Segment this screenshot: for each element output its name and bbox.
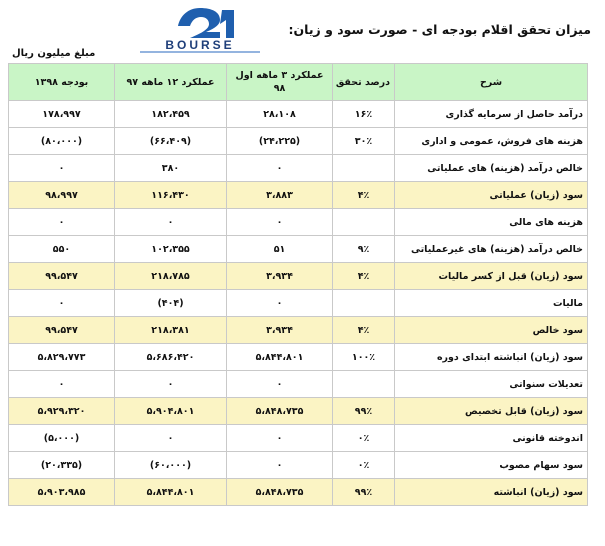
cell-perf12: (۴۰۴) bbox=[115, 290, 227, 317]
cell-perf12: ۰ bbox=[115, 371, 227, 398]
cell-desc: هزینه های فروش، عمومی و اداری bbox=[395, 128, 588, 155]
cell-budget: ۵۵۰ bbox=[9, 236, 115, 263]
report-title: میزان تحقق اقلام بودجه ای - صورت سود و زیان: bbox=[288, 22, 591, 37]
cell-budget: ۰ bbox=[9, 155, 115, 182]
table-row bbox=[9, 182, 588, 209]
cell-pct: ۱۶٪ bbox=[333, 101, 395, 128]
svg-text:BOURSE: BOURSE bbox=[165, 38, 235, 52]
cell-pct bbox=[333, 155, 395, 182]
cell-pct: ۹۹٪ bbox=[333, 479, 395, 506]
table-header-row bbox=[9, 64, 588, 101]
cell-perf3: ۳،۹۳۴ bbox=[227, 263, 333, 290]
cell-desc: سود (زیان) قابل تخصیص bbox=[395, 398, 588, 425]
cell-budget: ۵،۹۲۹،۳۲۰ bbox=[9, 398, 115, 425]
cell-budget: ۹۸،۹۹۷ bbox=[9, 182, 115, 209]
cell-budget: ۰ bbox=[9, 290, 115, 317]
table-row bbox=[9, 452, 588, 479]
cell-perf3: ۰ bbox=[227, 452, 333, 479]
logo-graphic bbox=[130, 6, 270, 54]
cell-perf3: ۰ bbox=[227, 290, 333, 317]
cell-budget: (۸۰،۰۰۰) bbox=[9, 128, 115, 155]
table-row bbox=[9, 425, 588, 452]
cell-budget: ۹۹،۵۴۷ bbox=[9, 317, 115, 344]
cell-perf3: ۵،۸۴۸،۷۳۵ bbox=[227, 479, 333, 506]
col-perf12-header: عملکرد ۱۲ ماهه ۹۷ bbox=[115, 64, 227, 101]
cell-pct: ۹٪ bbox=[333, 236, 395, 263]
cell-desc: سود (زیان) قبل از کسر مالیات bbox=[395, 263, 588, 290]
cell-perf12: ۲۱۸،۳۸۱ bbox=[115, 317, 227, 344]
budget-realization-table bbox=[8, 63, 588, 506]
table-row bbox=[9, 209, 588, 236]
cell-pct: ۳۰٪ bbox=[333, 128, 395, 155]
cell-desc: هزینه های مالی bbox=[395, 209, 588, 236]
cell-perf12: ۰ bbox=[115, 209, 227, 236]
table-row bbox=[9, 317, 588, 344]
cell-perf12: ۰ bbox=[115, 425, 227, 452]
table-row bbox=[9, 155, 588, 182]
cell-budget: ۵،۹۰۳،۹۸۵ bbox=[9, 479, 115, 506]
cell-pct: ۴٪ bbox=[333, 263, 395, 290]
table-row bbox=[9, 236, 588, 263]
table-row bbox=[9, 398, 588, 425]
cell-budget: ۵،۸۲۹،۷۷۳ bbox=[9, 344, 115, 371]
unit-label: مبلغ میلیون ریال bbox=[12, 48, 96, 59]
bourse24-logo bbox=[130, 6, 270, 54]
cell-perf12: ۱۰۲،۳۵۵ bbox=[115, 236, 227, 263]
table-row bbox=[9, 263, 588, 290]
cell-desc: سود (زیان) عملیاتی bbox=[395, 182, 588, 209]
cell-pct: ۴٪ bbox=[333, 317, 395, 344]
cell-perf3: ۲۸،۱۰۸ bbox=[227, 101, 333, 128]
cell-perf12: (۶۶،۴۰۹) bbox=[115, 128, 227, 155]
cell-pct: ۰٪ bbox=[333, 452, 395, 479]
cell-desc: درآمد حاصل از سرمایه گذاری bbox=[395, 101, 588, 128]
cell-perf12: ۲۱۸،۷۸۵ bbox=[115, 263, 227, 290]
table-row bbox=[9, 101, 588, 128]
cell-desc: اندوخته قانونی bbox=[395, 425, 588, 452]
col-budget-header: بودجه ۱۳۹۸ bbox=[9, 64, 115, 101]
cell-budget: ۱۷۸،۹۹۷ bbox=[9, 101, 115, 128]
cell-perf12: ۵،۸۴۴،۸۰۱ bbox=[115, 479, 227, 506]
cell-perf3: ۵،۸۴۴،۸۰۱ bbox=[227, 344, 333, 371]
cell-perf3: ۵۱ bbox=[227, 236, 333, 263]
cell-budget: (۵،۰۰۰) bbox=[9, 425, 115, 452]
col-desc-header: شرح bbox=[395, 64, 588, 101]
cell-budget: (۲۰،۳۳۵) bbox=[9, 452, 115, 479]
cell-desc: خالص درآمد (هزینه) های غیرعملیاتی bbox=[395, 236, 588, 263]
cell-perf12: (۶۰،۰۰۰) bbox=[115, 452, 227, 479]
cell-perf3: (۲۴،۲۲۵) bbox=[227, 128, 333, 155]
cell-desc: تعدیلات سنواتی bbox=[395, 371, 588, 398]
cell-pct: ۰٪ bbox=[333, 425, 395, 452]
cell-pct: ۴٪ bbox=[333, 182, 395, 209]
col-pct-header: درصد تحقق bbox=[333, 64, 395, 101]
cell-budget: ۰ bbox=[9, 371, 115, 398]
table-row bbox=[9, 371, 588, 398]
cell-desc: سود (زیان) انباشته ابتدای دوره bbox=[395, 344, 588, 371]
table-row bbox=[9, 344, 588, 371]
cell-perf12: ۵،۹۰۴،۸۰۱ bbox=[115, 398, 227, 425]
col-perf3-header: عملکرد ۳ ماهه اول ۹۸ bbox=[227, 64, 333, 101]
cell-perf12: ۳۸۰ bbox=[115, 155, 227, 182]
cell-desc: سود خالص bbox=[395, 317, 588, 344]
cell-budget: ۹۹،۵۴۷ bbox=[9, 263, 115, 290]
cell-desc: سود (زیان) انباشته bbox=[395, 479, 588, 506]
cell-perf3: ۰ bbox=[227, 209, 333, 236]
table-row bbox=[9, 290, 588, 317]
cell-desc: خالص درآمد (هزینه) های عملیاتی bbox=[395, 155, 588, 182]
cell-budget: ۰ bbox=[9, 209, 115, 236]
cell-perf3: ۰ bbox=[227, 371, 333, 398]
cell-pct bbox=[333, 209, 395, 236]
cell-pct bbox=[333, 290, 395, 317]
table-row bbox=[9, 128, 588, 155]
table-body bbox=[9, 101, 588, 506]
cell-pct: ۱۰۰٪ bbox=[333, 344, 395, 371]
cell-perf3: ۳،۸۸۳ bbox=[227, 182, 333, 209]
cell-pct: ۹۹٪ bbox=[333, 398, 395, 425]
cell-desc: مالیات bbox=[395, 290, 588, 317]
cell-perf3: ۰ bbox=[227, 155, 333, 182]
cell-perf3: ۳،۹۳۴ bbox=[227, 317, 333, 344]
cell-perf3: ۵،۸۴۸،۷۳۵ bbox=[227, 398, 333, 425]
cell-pct bbox=[333, 371, 395, 398]
cell-desc: سود سهام مصوب bbox=[395, 452, 588, 479]
cell-perf12: ۵،۶۸۶،۴۲۰ bbox=[115, 344, 227, 371]
table-row bbox=[9, 479, 588, 506]
cell-perf12: ۱۸۲،۴۵۹ bbox=[115, 101, 227, 128]
cell-perf3: ۰ bbox=[227, 425, 333, 452]
cell-perf12: ۱۱۶،۴۳۰ bbox=[115, 182, 227, 209]
